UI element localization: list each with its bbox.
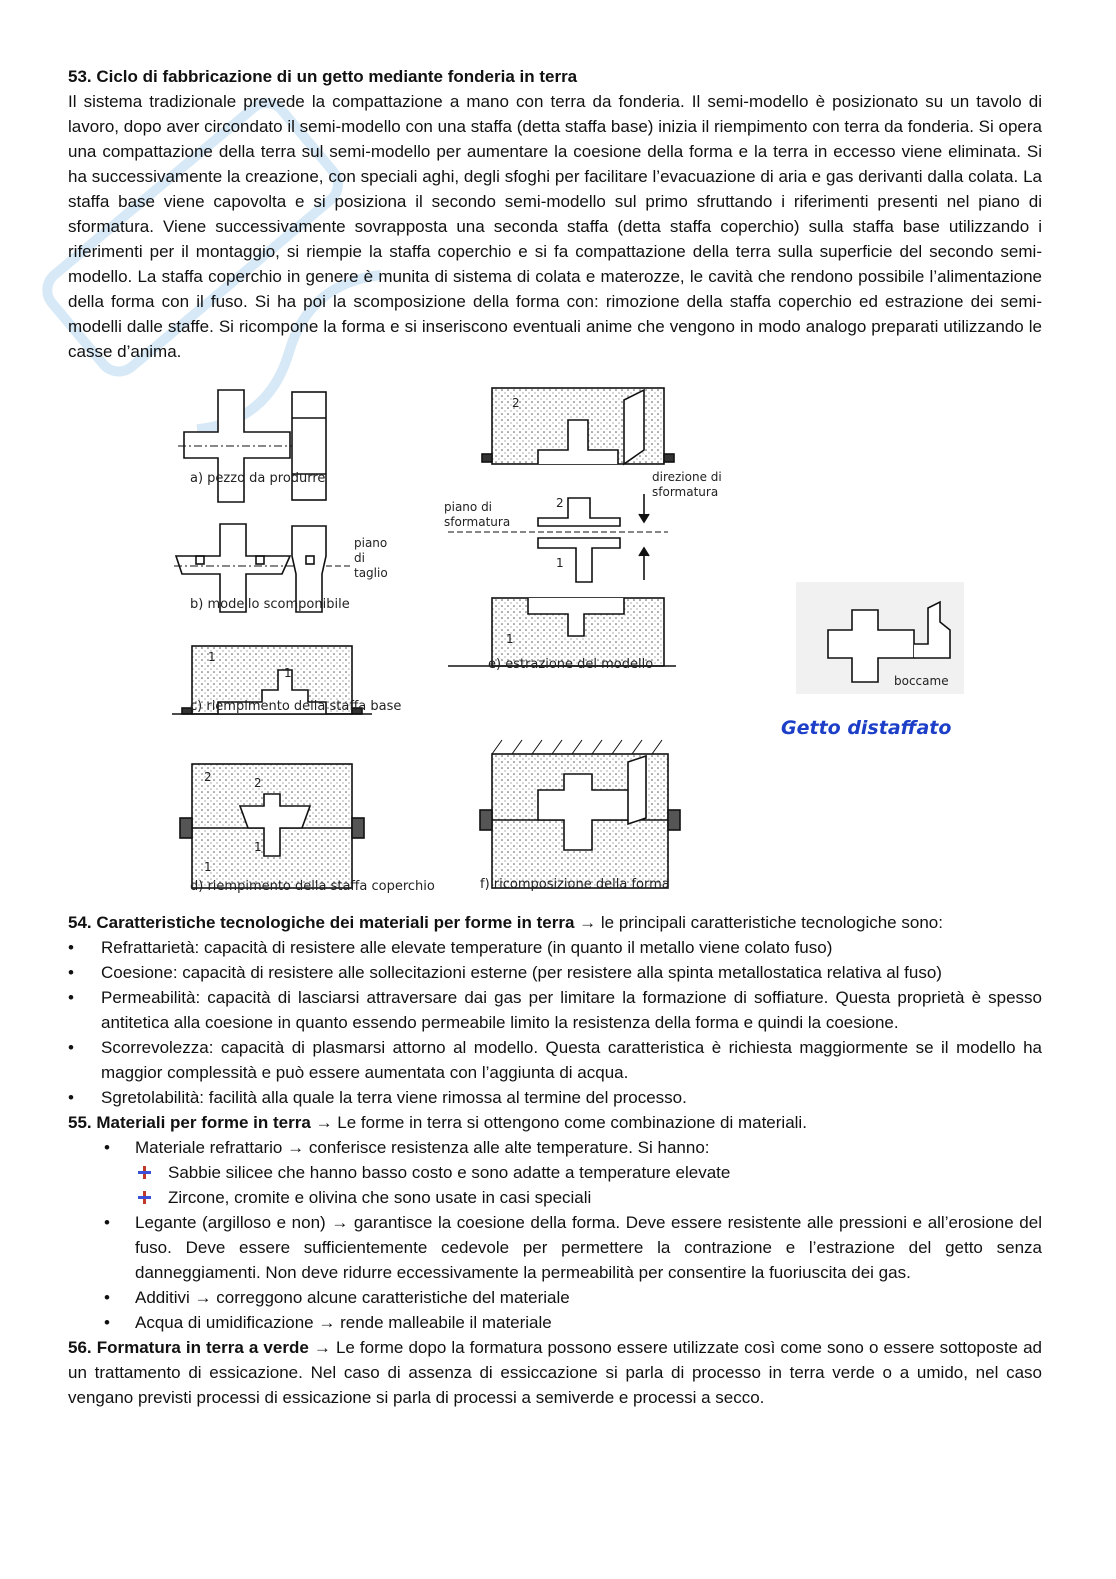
list-item: • Sgretolabilità: facilità alla quale la terra viene rimossa al termine del processo.	[68, 1085, 1042, 1110]
model-number-1-d: 1	[254, 840, 262, 854]
foundry-figure	[68, 370, 1042, 910]
model-number-2-d: 2	[254, 776, 262, 790]
sub-list-item	[68, 1185, 1042, 1210]
leg-label: Legante (argilloso e non)	[135, 1213, 326, 1232]
section-55-list	[68, 1135, 1042, 1335]
caption-c: c) riempimento della staffa base	[190, 699, 402, 714]
label-direzione: direzione di sformatura	[652, 470, 722, 499]
refr-text: conferisce resistenza alle alte temperature. Si hanno:	[308, 1138, 710, 1157]
list-item: • Coesione: capacità di resistere alle sollecitazioni esterne (per resistere alla spinta metallostatica relativa al fuso)	[68, 960, 1042, 985]
sub-list-item	[68, 1160, 1042, 1185]
label-piano-taglio: piano di taglio	[354, 536, 388, 580]
flask-number-1-d: 1	[204, 860, 212, 874]
list-item: • Permeabilità: capacità di lasciarsi attraversare dai gas per limitare la formazione di soffiature. Questa proprietà è spesso antitetica alla coesione in quanto essendo permeabile limito la resistenza della forma e quindi la coesione.	[68, 985, 1042, 1035]
bullet-marker-icon	[138, 1191, 151, 1204]
acq-text: rende malleabile il materiale	[340, 1313, 552, 1332]
foundry-diagram	[68, 370, 1042, 910]
arrow-icon: →	[287, 1138, 305, 1157]
caption-d: d) riempimento della staffa coperchio	[190, 879, 435, 894]
list-item: • Refrattarietà: capacità di resistere alle elevate temperature (in quanto il metallo viene colato fuso)	[68, 935, 1042, 960]
top-half-model	[538, 498, 620, 526]
arrow-icon: →	[318, 1313, 336, 1332]
flask-number-2-d: 2	[204, 770, 212, 784]
list-item	[68, 1135, 1042, 1160]
model-number-1: 1	[556, 556, 564, 570]
acq-label: Acqua di umidificazione	[135, 1313, 314, 1332]
flask-number-1-c: 1	[208, 650, 216, 664]
section-56-title: 56. Formatura in terra a verde	[68, 1338, 309, 1357]
caption-b: b) modello scomponibile	[190, 597, 350, 612]
model-number-2: 2	[556, 496, 564, 510]
refr-label: Materiale refrattario	[135, 1138, 283, 1157]
section-56-text: Le forme dopo la formatura possono essere utilizzate così come sono o essere sottoposte ad un trattamento di essicazione. Nel caso di assenza di essiccazione si parla di processo in terra verde o a umido, nel caso vengano previsti processi di essicazione si parla di processi a semiverde e processi a secco.	[68, 1338, 1042, 1407]
caption-f: f) ricomposizione della forma	[480, 877, 670, 892]
label-piano-sformatura: piano di sformatura	[444, 500, 511, 529]
caption-a: a) pezzo da produrre	[190, 471, 326, 486]
arrow-icon: →	[315, 1113, 333, 1132]
section-56	[68, 1335, 1042, 1410]
section-55-title: 55. Materiali per forme in terra	[68, 1113, 311, 1132]
sub-item-text: Zircone, cromite e olivina che sono usate in casi speciali	[168, 1188, 592, 1207]
list-item	[68, 1310, 1042, 1335]
caption-e: e) estrazione del modello	[488, 657, 654, 672]
list-item	[68, 1285, 1042, 1310]
arrow-icon: →	[579, 913, 597, 932]
arrow-icon: →	[331, 1213, 349, 1232]
section-54-heading	[68, 910, 1042, 935]
leg-text: garantisce la coesione della forma. Deve essere resistente alle pressioni e all’erosione del fuso. Deve essere sufficientemente cedevole per permettere la contrazione e l’estrazione del getto senza danneggiamenti. Non deve ridurre eccessivamente la permeabilità per consentire la fuoriuscita dei gas.	[135, 1213, 1042, 1282]
document-page	[68, 64, 1042, 1410]
section-54-title: 54. Caratteristiche tecnologiche dei materiali per forme in terra	[68, 913, 575, 932]
section-53-title: 53. Ciclo di fabbricazione di un getto mediante fonderia in terra	[68, 67, 578, 86]
flask-number-1-e: 1	[506, 632, 514, 646]
section-55-heading	[68, 1110, 1042, 1135]
model-number-1-c: 1	[284, 666, 292, 680]
sub-item-text: Sabbie silicee che hanno basso costo e sono adatte a temperature elevate	[168, 1163, 731, 1182]
label-boccame: boccame	[894, 674, 949, 688]
add-label: Additivi	[135, 1288, 190, 1307]
list-item	[68, 1210, 1042, 1285]
bottom-half-model	[538, 538, 620, 582]
section-53	[68, 64, 1042, 364]
section-55-intro: Le forme in terra si ottengono come combinazione di materiali.	[337, 1113, 807, 1132]
section-54-list	[68, 935, 1042, 1110]
flask-number-2-top: 2	[512, 396, 520, 410]
add-text: correggono alcune caratteristiche del materiale	[216, 1288, 570, 1307]
bullet-marker-icon	[138, 1166, 151, 1179]
getto-distaffato-title: Getto distaffato	[781, 717, 952, 739]
section-54-intro: le principali caratteristiche tecnologiche sono:	[600, 913, 943, 932]
list-item: • Scorrevolezza: capacità di plasmarsi attorno al modello. Questa caratteristica è richiesta maggiormente se il modello ha maggior complessità e può essere aumentata con l’aggiunta di acqua.	[68, 1035, 1042, 1085]
section-53-body: Il sistema tradizionale prevede la compattazione a mano con terra da fonderia. Il semi-modello è posizionato su un tavolo di lavoro, dopo aver circondato il semi-modello con una staffa (detta staffa base) inizia il riempimento con terra da fonderia. Si opera una compattazione della terra sul semi-modello per aumentare la coesione della forma e la terra in eccesso viene eliminata. Si ha successivamente la creazione, con speciali aghi, degli sfoghi per facilitare l’evacuazione di aria e gas derivanti dalla colata. La staffa base viene capovolta e si posiziona il secondo semi-modello sul primo sfruttando i riferimenti presenti nel piano di sformatura. Viene successivamente sovrapposta una seconda staffa (detta staffa coperchio) sulla staffa base utilizzando i riferimenti per il montaggio, si riempie la staffa coperchio e si fa compattazione della terra sulla superficie del secondo semi-modello. La staffa coperchio in genere è munita di sistema di colata e materozze, le cavità che rendono possibile l’alimentazione della forma con il fuso. Si ha poi la scomposizione della forma con: rimozione della staffa coperchio ed estrazione dei semi-modelli dalle staffe. Si ricompone la forma e si inseriscono eventuali anime che vengono in modo analogo preparati utilizzando le casse d’anima.	[68, 92, 1042, 361]
arrow-icon: →	[194, 1288, 212, 1307]
arrow-icon: →	[313, 1338, 331, 1357]
